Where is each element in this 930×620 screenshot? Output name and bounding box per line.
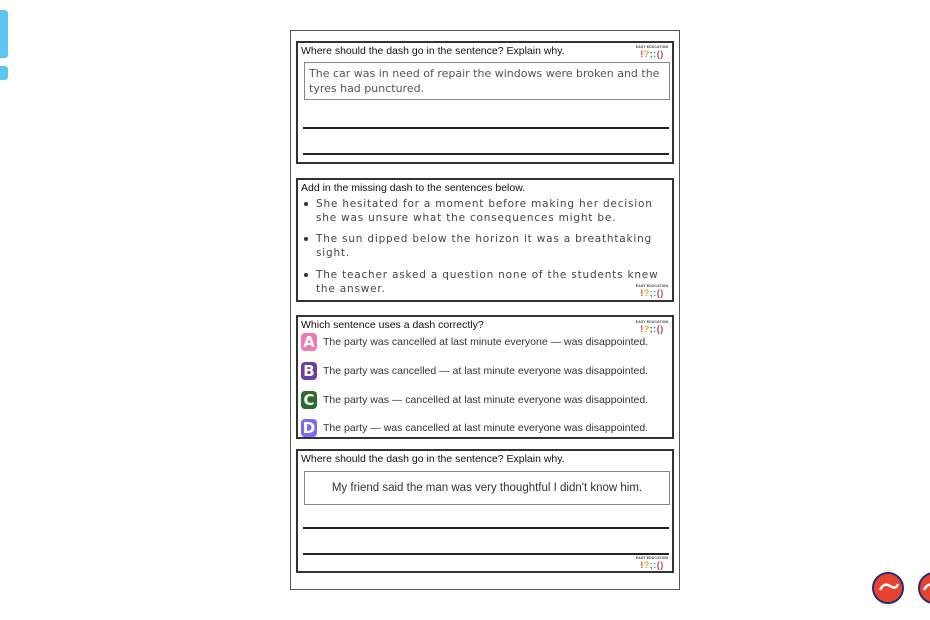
question-3-title: Which sentence uses a dash correctly? (301, 319, 484, 331)
option-a-text: The party was cancelled at last minute everyone — was disappointed. (323, 336, 649, 348)
brand-circle-icon (918, 572, 930, 604)
list-item: The teacher asked a question none of the students knew the answer. (304, 268, 664, 298)
option-c-text: The party was — cancelled at last minute everyone was disappointed. (323, 394, 649, 406)
answer-line (303, 527, 669, 529)
question-4-box (296, 449, 674, 573)
question-1-box (296, 41, 674, 164)
worksheet-page (290, 30, 680, 590)
question-3-box (296, 315, 674, 439)
easy-education-logo: EASY EDUCATION !?;:() (635, 45, 669, 59)
brand-circle-icon (872, 572, 904, 604)
option-a-letter: A (301, 333, 317, 351)
question-2-box (296, 178, 674, 302)
option-c[interactable] (301, 391, 671, 411)
option-d-text: The party — was cancelled at last minute everyone was disappointed. (323, 422, 649, 434)
list-item: The sun dipped below the horizon it was a breathtaking sight. (304, 232, 664, 262)
option-a[interactable] (301, 333, 671, 353)
question-1-title: Where should the dash go in the sentence? Explain why. (301, 45, 565, 57)
option-b-letter: B (301, 362, 317, 380)
option-b-text: The party was cancelled — at last minute everyone was disappointed. (323, 365, 649, 377)
option-b[interactable] (301, 362, 671, 382)
easy-education-logo: EASY EDUCATION !?;:() (635, 556, 669, 570)
answer-line (303, 553, 669, 555)
answer-line (303, 153, 669, 155)
question-4-sentence: My friend said the man was very thoughtful I didn't know him. (304, 471, 670, 505)
question-1-sentence: The car was in need of repair the windows were broken and the tyres had punctured. (304, 62, 670, 100)
decorative-exclamation-icon (0, 10, 12, 70)
option-d-letter: D (302, 419, 316, 437)
option-c-letter: C (301, 391, 317, 409)
question-2-title: Add in the missing dash to the sentences below. (301, 182, 526, 194)
bullet-icon (304, 273, 308, 277)
answer-line (303, 127, 669, 129)
option-d[interactable] (301, 419, 671, 439)
easy-education-logo: EASY EDUCATION !?;:() (635, 320, 669, 334)
list-item: She hesitated for a moment before making her decision she was unsure what the consequences might be. (304, 197, 664, 227)
bullet-icon (304, 237, 308, 241)
question-4-title: Where should the dash go in the sentence? Explain why. (301, 453, 565, 465)
bullet-icon (304, 202, 308, 206)
easy-education-logo: EASY EDUCATION !?;:() (635, 284, 669, 298)
